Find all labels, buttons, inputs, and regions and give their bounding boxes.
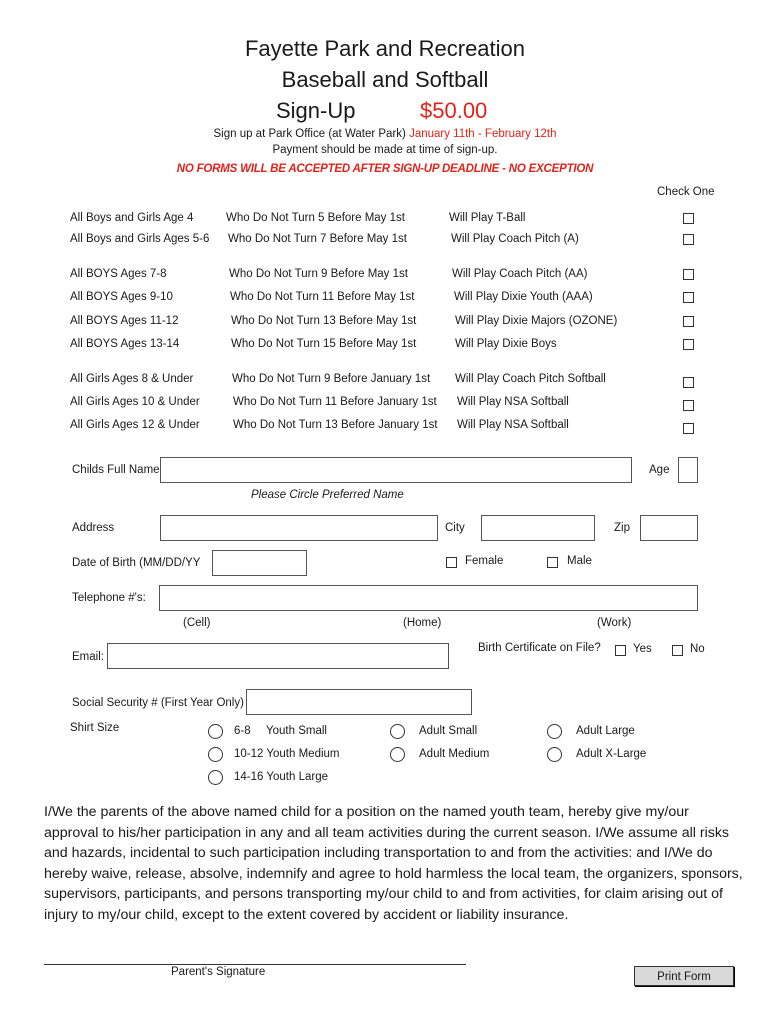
adult-xlarge-radio[interactable] — [547, 747, 562, 762]
child-name-label: Childs Full Name — [72, 464, 160, 476]
birth-cert-no-checkbox[interactable] — [672, 645, 683, 656]
signup-location-text: Sign up at Park Office (at Water Park) — [213, 128, 410, 140]
division-checkbox[interactable] — [683, 339, 694, 350]
birth-cert-yes-checkbox[interactable] — [615, 645, 626, 656]
price: $50.00 — [420, 98, 488, 123]
address-label: Address — [72, 522, 115, 534]
division-checkbox[interactable] — [683, 377, 694, 388]
division-play: Will Play Dixie Boys — [455, 338, 557, 350]
signup-dates: January 11th - February 12th — [409, 128, 557, 140]
female-checkbox[interactable] — [446, 557, 457, 568]
youth-large-radio[interactable] — [208, 770, 223, 785]
division-checkbox[interactable] — [683, 316, 694, 327]
birth-cert-label: Birth Certificate on File? — [478, 642, 601, 654]
adult-medium-label: Adult Medium — [419, 748, 490, 760]
division-play: Will Play Dixie Majors (OZONE) — [455, 315, 618, 327]
division-group: All BOYS Ages 11-12 — [70, 315, 179, 327]
signup-title: Sign-Up — [276, 98, 356, 123]
division-play: Will Play Coach Pitch (A) — [451, 233, 579, 245]
adult-medium-radio[interactable] — [390, 747, 405, 762]
division-cutoff: Who Do Not Turn 11 Before May 1st — [230, 291, 415, 303]
telephone-field[interactable] — [159, 585, 698, 611]
youth-small-radio[interactable] — [208, 724, 223, 739]
signature-label: Parent's Signature — [171, 966, 266, 978]
division-cutoff: Who Do Not Turn 7 Before May 1st — [228, 233, 407, 245]
adult-small-label: Adult Small — [419, 725, 478, 737]
signature-line[interactable] — [44, 964, 466, 965]
deadline-warning: NO FORMS WILL BE ACCEPTED AFTER SIGN-UP DEADLINE - NO EXCEPTION — [176, 163, 594, 175]
division-cutoff: Who Do Not Turn 9 Before January 1st — [232, 373, 431, 385]
male-label: Male — [567, 555, 592, 567]
division-group: All Boys and Girls Ages 5-6 — [70, 233, 210, 245]
age-field[interactable] — [678, 457, 698, 483]
form-subtitle: Baseball and Softball — [281, 67, 489, 92]
city-field[interactable] — [481, 515, 595, 541]
division-play: Will Play Coach Pitch Softball — [455, 373, 606, 385]
adult-large-radio[interactable] — [547, 724, 562, 739]
birth-cert-no-label: No — [690, 643, 705, 655]
division-cutoff: Who Do Not Turn 13 Before May 1st — [231, 315, 417, 327]
ssn-label: Social Security # (First Year Only) — [72, 697, 244, 709]
division-cutoff: Who Do Not Turn 15 Before May 1st — [231, 338, 417, 350]
youth-medium-radio[interactable] — [208, 747, 223, 762]
male-checkbox[interactable] — [547, 557, 558, 568]
youth-large-label: 14-16 Youth Large — [234, 771, 329, 783]
division-group: All Girls Ages 8 & Under — [70, 373, 194, 385]
home-label: (Home) — [403, 617, 442, 629]
zip-field[interactable] — [640, 515, 698, 541]
age-label: Age — [649, 464, 670, 476]
female-label: Female — [465, 555, 504, 567]
division-cutoff: Who Do Not Turn 13 Before January 1st — [233, 419, 438, 431]
email-label: Email: — [72, 651, 104, 663]
adult-large-label: Adult Large — [576, 725, 635, 737]
city-label: City — [445, 522, 465, 534]
address-field[interactable] — [160, 515, 438, 541]
form-title: Fayette Park and Recreation — [244, 36, 526, 61]
division-group: All Girls Ages 12 & Under — [70, 419, 200, 431]
division-play: Will Play Coach Pitch (AA) — [452, 268, 588, 280]
shirt-size-label: Shirt Size — [70, 722, 120, 734]
signup-location — [0, 128, 770, 140]
division-checkbox[interactable] — [683, 213, 694, 224]
dob-field[interactable] — [212, 550, 307, 576]
division-cutoff: Who Do Not Turn 9 Before May 1st — [229, 268, 408, 280]
division-group: All BOYS Ages 13-14 — [70, 338, 180, 350]
zip-label: Zip — [614, 522, 630, 534]
cell-label: (Cell) — [183, 617, 211, 629]
division-cutoff: Who Do Not Turn 11 Before January 1st — [233, 396, 437, 408]
youth-small-num: 6-8 — [234, 725, 251, 737]
division-checkbox[interactable] — [683, 234, 694, 245]
child-name-field[interactable] — [160, 457, 632, 483]
youth-small-label: Youth Small — [266, 725, 327, 737]
division-play: Will Play Dixie Youth (AAA) — [454, 291, 593, 303]
email-field[interactable] — [107, 643, 449, 669]
division-play: Will Play NSA Softball — [457, 419, 569, 431]
division-group: All Girls Ages 10 & Under — [70, 396, 200, 408]
adult-xlarge-label: Adult X-Large — [576, 748, 647, 760]
division-checkbox[interactable] — [683, 423, 694, 434]
ssn-field[interactable] — [246, 689, 472, 715]
print-form-button[interactable]: Print Form — [634, 966, 734, 986]
birth-cert-yes-label: Yes — [633, 643, 652, 655]
telephone-label: Telephone #'s: — [72, 592, 146, 604]
division-checkbox[interactable] — [683, 400, 694, 411]
work-label: (Work) — [597, 617, 632, 629]
youth-medium-label: 10-12 Youth Medium — [234, 748, 340, 760]
payment-note: Payment should be made at time of sign-up. — [272, 144, 498, 156]
division-play: Will Play NSA Softball — [457, 396, 569, 408]
dob-label: Date of Birth (MM/DD/YY — [72, 557, 201, 569]
waiver-text: I/We the parents of the above named child for a position on the named youth team, hereby give my/our approval to his/her participation in any and all team activities during the current season. I/We assume all risks and hazards, incidental to such participation including transportation to and from the activities: and I/We do hereby waive, release, absolve, indemnify and agree to hold harmless the local team, the organizers, sponsors, supervisors, participants, and persons transporting my/our child to and from activities, for claim arising out of injury to my/our child, except to the extent covered by accident or liability insurance. — [44, 804, 743, 923]
circle-note: Please Circle Preferred Name — [251, 489, 404, 501]
division-group: All BOYS Ages 7-8 — [70, 268, 167, 280]
division-play: Will Play T-Ball — [449, 212, 526, 224]
division-checkbox[interactable] — [683, 269, 694, 280]
division-cutoff: Who Do Not Turn 5 Before May 1st — [226, 212, 405, 224]
adult-small-radio[interactable] — [390, 724, 405, 739]
division-group: All Boys and Girls Age 4 — [70, 212, 194, 224]
division-checkbox[interactable] — [683, 292, 694, 303]
division-group: All BOYS Ages 9-10 — [70, 291, 173, 303]
check-one-label: Check One — [657, 186, 715, 198]
